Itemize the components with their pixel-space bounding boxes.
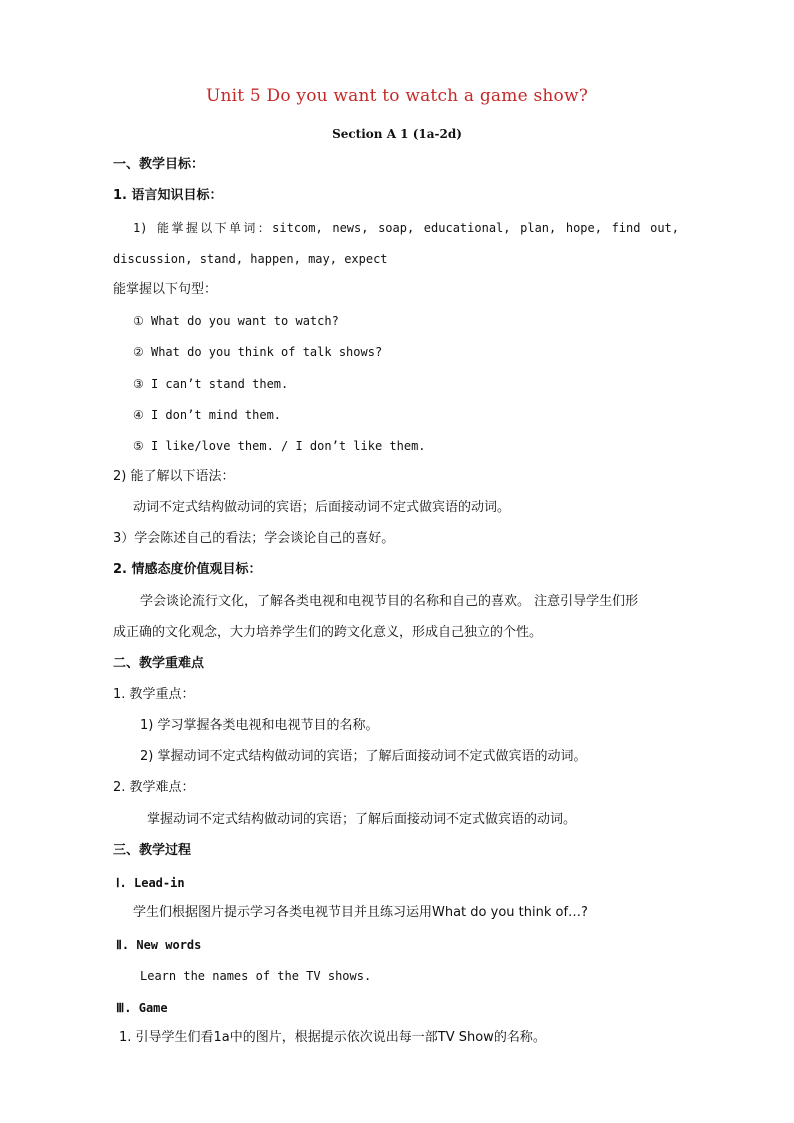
step-1-text: 学生们根据图片提示学习各类电视节目并且练习运用What do you think of…? bbox=[133, 905, 588, 920]
heading-key-points: 二、教学重难点 bbox=[113, 656, 205, 671]
sentence-item: ② What do you think of talk shows? bbox=[133, 345, 383, 359]
document-title: Unit 5 Do you want to watch a game show? bbox=[205, 86, 589, 106]
key-points-label: 1. 教学重点： bbox=[113, 687, 195, 702]
section-subtitle: Section A 1 (1a-2d) bbox=[332, 127, 462, 141]
heading-objectives: 一、教学目标： bbox=[113, 157, 205, 172]
emotion-line-1: 学会谈论流行文化，了解各类电视和电视节目的名称和自己的喜欢。 注意引导学生们形 bbox=[140, 594, 639, 609]
key-point-1: 1) 学习掌握各类电视和电视节目的名称。 bbox=[140, 718, 379, 733]
step-3-text: 1. 引导学生们看1a中的图片，根据提示依次说出每一部TV Show的名称。 bbox=[119, 1030, 546, 1045]
sentence-item: ① What do you want to watch? bbox=[133, 314, 339, 328]
step-1-title: Ⅰ. Lead-in bbox=[116, 876, 185, 890]
heading-language-objectives: 1. 语言知识目标： bbox=[113, 188, 223, 203]
grammar-text: 动词不定式结构做动词的宾语；后面接动词不定式做宾语的动词。 bbox=[133, 500, 511, 515]
vocab-line-2: discussion, stand, happen, may, expect bbox=[113, 252, 388, 266]
item-3-text: 3）学会陈述自己的看法；学会谈论自己的喜好。 bbox=[113, 531, 395, 546]
step-2-text: Learn the names of the TV shows. bbox=[140, 969, 372, 983]
difficulty-text: 掌握动词不定式结构做动词的宾语；了解后面接动词不定式做宾语的动词。 bbox=[147, 812, 577, 827]
heading-emotion-objectives: 2. 情感态度价值观目标： bbox=[113, 562, 262, 577]
sentence-patterns-label: 能掌握以下句型： bbox=[113, 282, 218, 297]
emotion-line-2: 成正确的文化观念，大力培养学生们的跨文化意义，形成自己独立的个性。 bbox=[113, 625, 543, 640]
step-3-title: Ⅲ. Game bbox=[116, 1001, 168, 1015]
sentence-item: ⑤ I like/love them. / I don’t like them. bbox=[133, 439, 426, 453]
sentence-item: ④ I don’t mind them. bbox=[133, 408, 282, 422]
grammar-label: 2) 能了解以下语法： bbox=[113, 469, 235, 484]
key-point-2: 2) 掌握动词不定式结构做动词的宾语；了解后面接动词不定式做宾语的动词。 bbox=[140, 749, 587, 764]
step-2-title: Ⅱ. New words bbox=[116, 938, 202, 952]
vocab-line-1: 1) 能掌握以下单词：sitcom, news, soap, educational, plan, hope, find out, bbox=[133, 221, 679, 235]
difficulty-label: 2. 教学难点： bbox=[113, 780, 195, 795]
sentence-item: ③ I can’t stand them. bbox=[133, 377, 289, 391]
heading-teaching-process: 三、教学过程 bbox=[113, 843, 192, 858]
